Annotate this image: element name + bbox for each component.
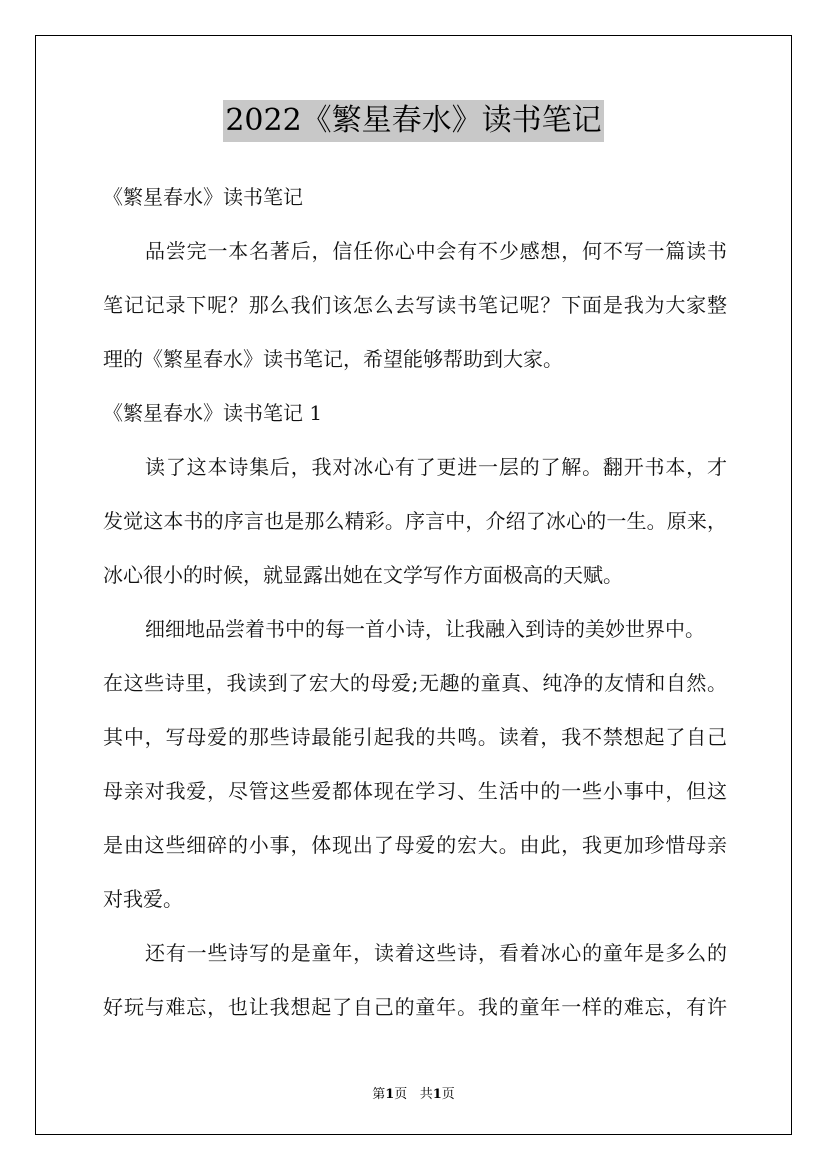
text-line: 其中，写母爱的那些诗最能引起我的共鸣。读着，我不禁想起了自己 — [103, 725, 727, 749]
text-line: 对我爱。 — [103, 887, 183, 911]
text-line: 《繁星春水》读书笔记 — [103, 185, 303, 209]
document-body — [103, 170, 727, 1034]
footer-total-unit: 页 — [441, 1087, 455, 1102]
text-line: 冰心很小的时候，就显露出她在文学写作方面极高的天赋。 — [103, 563, 623, 587]
text-line: 发觉这本书的序言也是那么精彩。序言中，介绍了冰心的一生。原来， — [103, 509, 727, 533]
footer-total-number: 1 — [432, 1087, 442, 1102]
footer-total-prefix: 共 — [419, 1087, 433, 1102]
text-line: 《繁星春水》读书笔记 1 — [103, 401, 323, 425]
text-line: 细细地品尝着书中的每一首小诗，让我融入到诗的美妙世界中。 — [145, 617, 705, 641]
text-line: 好玩与难忘，也让我想起了自己的童年。我的童年一样的难忘，有许 — [103, 995, 727, 1019]
document-title: 2022《繁星春水》读书笔记 — [223, 100, 603, 142]
text-line: 在这些诗里，我读到了宏大的母爱;无趣的童真、纯净的友情和自然。 — [103, 671, 727, 695]
text-line: 是由这些细碎的小事，体现出了母爱的宏大。由此，我更加珍惜母亲 — [103, 833, 727, 857]
text-line: 母亲对我爱，尽管这些爱都体现在学习、生活中的一些小事中，但这 — [103, 779, 727, 803]
text-line: 品尝完一本名著后，信任你心中会有不少感想，何不写一篇读书 — [145, 239, 727, 263]
footer-page-unit: 页 — [394, 1087, 408, 1102]
footer-page-number: 1 — [385, 1087, 395, 1102]
text-line: 还有一些诗写的是童年，读着这些诗，看着冰心的童年是多么的 — [145, 941, 727, 965]
text-line: 读了这本诗集后，我对冰心有了更进一层的了解。翻开书本，才 — [145, 455, 727, 479]
text-line: 理的《繁星春水》读书笔记，希望能够帮助到大家。 — [103, 347, 563, 371]
title-container — [0, 100, 827, 142]
text-line: 笔记记录下呢？那么我们该怎么去写读书笔记呢？下面是我为大家整 — [103, 293, 727, 317]
page-footer — [0, 1083, 827, 1102]
footer-page-prefix: 第 — [372, 1087, 386, 1102]
